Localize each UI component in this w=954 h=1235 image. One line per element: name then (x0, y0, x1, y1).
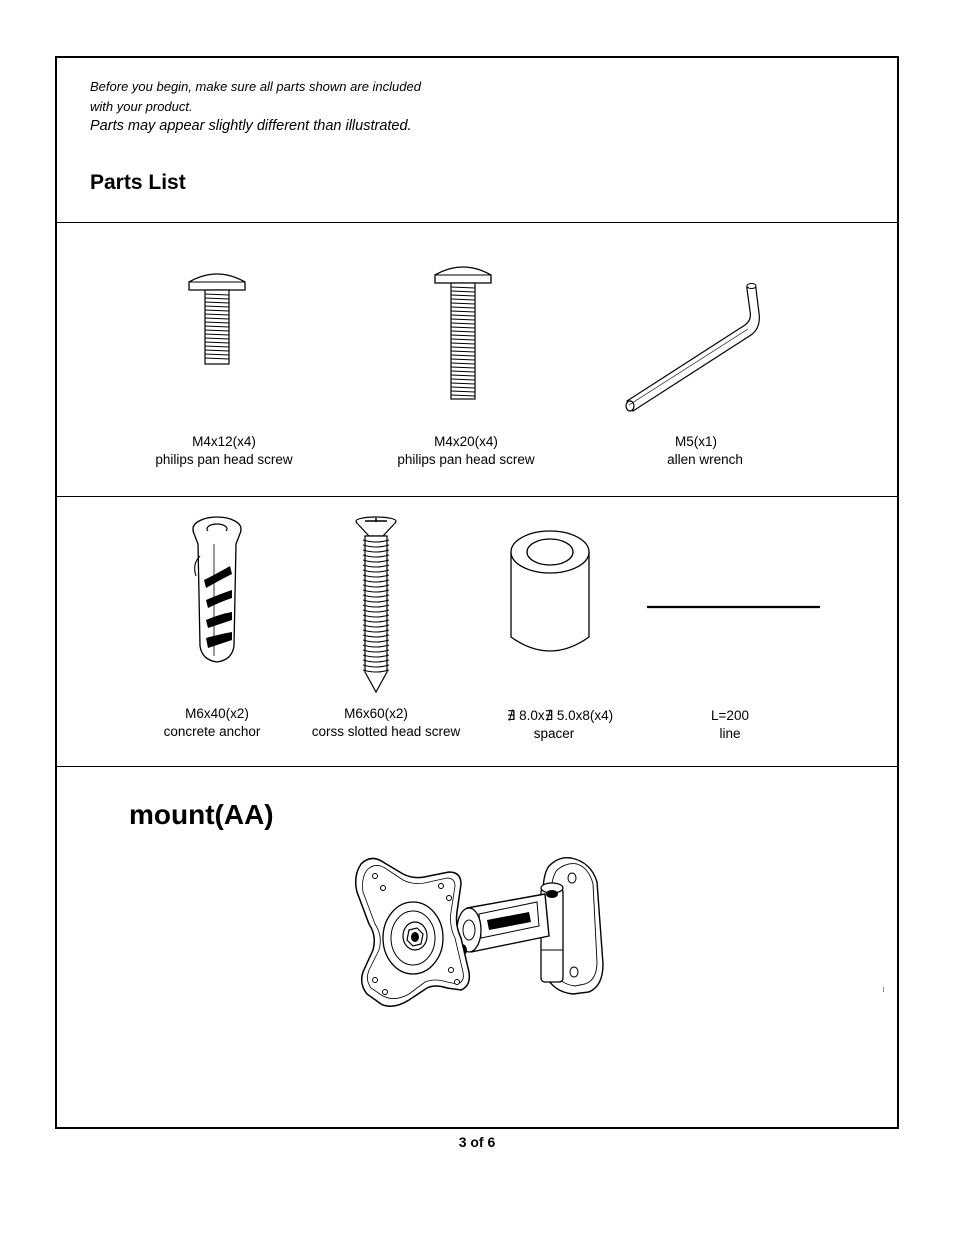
part-description: spacer (533, 726, 575, 741)
part-caption (164, 705, 261, 741)
allen-wrench-icon (619, 283, 759, 413)
pan-head-screw-icon (185, 268, 249, 368)
spacer-icon (509, 529, 591, 659)
part-caption (155, 433, 292, 469)
part-code: M4x20(x4) (434, 434, 498, 449)
footer-rule (55, 1128, 899, 1129)
part-code: M5(x1) (674, 434, 718, 449)
intro-line-2: with your product. (90, 99, 193, 114)
part-caption (312, 705, 461, 741)
part-caption (507, 707, 613, 743)
line-icon (647, 605, 821, 609)
intro-line-1: Before you begin, make sure all parts shown are included (90, 79, 421, 94)
part-description: concrete anchor (163, 724, 261, 739)
mount-title: mount(AA) (129, 799, 274, 830)
part-description: corss slotted head screw (311, 724, 461, 739)
wall-mount-icon (353, 854, 609, 1050)
part-code: M4x12(x4) (192, 434, 256, 449)
part-caption (667, 433, 743, 469)
part-description: allen wrench (667, 452, 743, 467)
divider (57, 496, 897, 497)
part-description: line (719, 726, 741, 741)
part-code: M6x60(x2) (344, 706, 408, 721)
part-caption (711, 707, 749, 743)
divider (57, 222, 897, 223)
part-code: L=200 (711, 708, 749, 723)
divider (57, 766, 897, 767)
part-code: M6x40(x2) (185, 706, 249, 721)
part-description: philips pan head screw (155, 452, 293, 467)
intro-line-3: Parts may appear slightly different than illustrated. (90, 118, 412, 134)
page-number: 3 of 6 (458, 1134, 496, 1150)
parts-page-frame (55, 56, 899, 1129)
concrete-anchor-icon (190, 516, 246, 666)
part-description: philips pan head screw (397, 452, 535, 467)
pan-head-screw-icon (431, 261, 495, 403)
slotted-screw-icon (351, 516, 401, 694)
part-code: ∄ 8.0x∄ 5.0x8(x4) (506, 708, 614, 723)
stray-mark (883, 987, 884, 992)
parts-list-title: Parts List (90, 171, 186, 194)
part-caption (397, 433, 534, 469)
